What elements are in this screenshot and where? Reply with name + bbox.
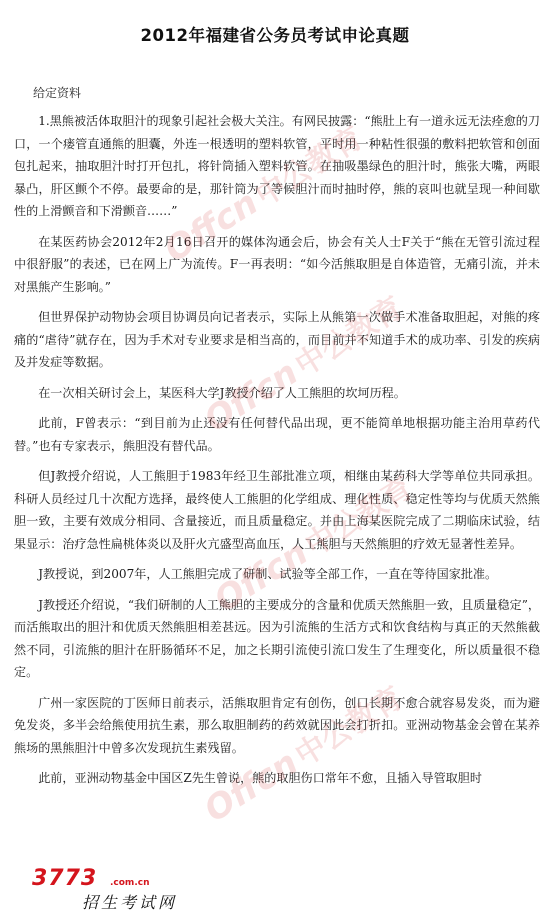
paragraph-5: 此前，F曾表示：“到目前为止还没有任何替代品出现，更不能简单地根据功能主治用草药代替。”也有专家表示，熊胆没有替代品。 <box>14 416 540 453</box>
paragraph-4: 在一次相关研讨会上，某医科大学J教授介绍了人工熊胆的坎坷历程。 <box>38 385 406 400</box>
page-title: 2012年福建省公务员考试申论真题 <box>140 26 410 45</box>
logo-subtitle: 招生考试网 <box>82 893 178 912</box>
paragraph-3: 但世界保护动物协会项目协调员向记者表示，实际上从熊第一次做手术准备取胆起，对熊的疼痛的“虐待”就存在，因为手术对专业要求是相当高的，而目前并不知道手术的成功率、引发的疾病及并发症等数据。 <box>14 310 540 369</box>
watermark-4: Offcn中公教育 <box>197 680 410 831</box>
logo-domain: .com.cn <box>110 878 150 888</box>
paragraph-7: J教授说，到2007年，人工熊胆完成了研制、试验等全部工作，一直在等待国家批准。 <box>38 567 498 581</box>
watermark-2: Offcn中公教育 <box>197 290 410 441</box>
section-label: 给定资料 <box>33 86 82 100</box>
logo-number: 3773 <box>32 866 98 891</box>
paragraph-6: 但J教授介绍说，人工熊胆于1983年经卫生部批准立项，相继由某药科大学等单位共同承担。科研人员经过几十次配方选择，最终使人工熊胆的化学组成、理化性质、稳定性等均与优质天然熊胆一致，主要有效成分相同、含量接近，而且质量稳定。并由上海某医院完成了二期临床试验，结果显示：治疗急性扁桃体炎以及肝火亢盛型高血压，人工熊胆与天然熊胆的疗效无显著性差异。 <box>14 469 540 551</box>
watermark-1: Offcn中公教育 <box>157 120 370 271</box>
paragraph-9: 广州一家医院的丁医师日前表示，活熊取胆肯定有创伤，创口长期不愈合就容易发炎，而为避免发炎，多半会给熊使用抗生素，那么取胆制药的药效就因此会打折扣。亚洲动物基金会曾在某养熊场的黑熊胆汁中曾多次发现抗生素残留。 <box>14 695 540 755</box>
document-body <box>14 110 540 798</box>
paragraph-8: J教授还介绍说，“我们研制的人工熊胆的主要成分的含量和优质天然熊胆一致，且质量稳定”，而活熊取出的胆汁和优质天然熊胆相差甚远。因为引流熊的生活方式和饮食结构与真正的天然熊截然不同，引流熊的胆汁在肝肠循环不足，加之长期引流使引流口发生了生理变化，所以质量很不稳定。 <box>14 597 540 679</box>
paragraph-1: 1.黑熊被活体取胆汁的现象引起社会极大关注。有网民披露：“熊肚上有一道永远无法痊愈的刀口，一个瘘管直通熊的胆囊，外连一根透明的塑料软管，平时用一种粘性很强的敷料把软管和创面包扎起来，抽取胆汁时打开包扎，将针筒插入塑料软管。在抽吸墨绿色的胆汁时，熊张大嘴，两眼暴凸，肝区颤个不停。最要命的是，那针筒为了等候胆汁而时抽时停，熊的哀叫也就呈现一种间歇性的上滑颤音和下滑颤音……” <box>14 114 540 218</box>
site-logo <box>22 866 212 916</box>
watermark-3: Offcn中公教育 <box>207 470 420 621</box>
paragraph-2: 在某医药协会2012年2月16日召开的媒体沟通会后，协会有关人士F关于“熊在无管引流过程中很舒服”的表述，已在网上广为流传。F一再表明：“如今活熊取胆是自体造管，无痛引流，并未对黑熊产生影响。” <box>14 234 540 294</box>
paragraph-10: 此前，亚洲动物基金中国区Z先生曾说，熊的取胆伤口常年不愈，且插入导管取胆时 <box>38 771 482 785</box>
